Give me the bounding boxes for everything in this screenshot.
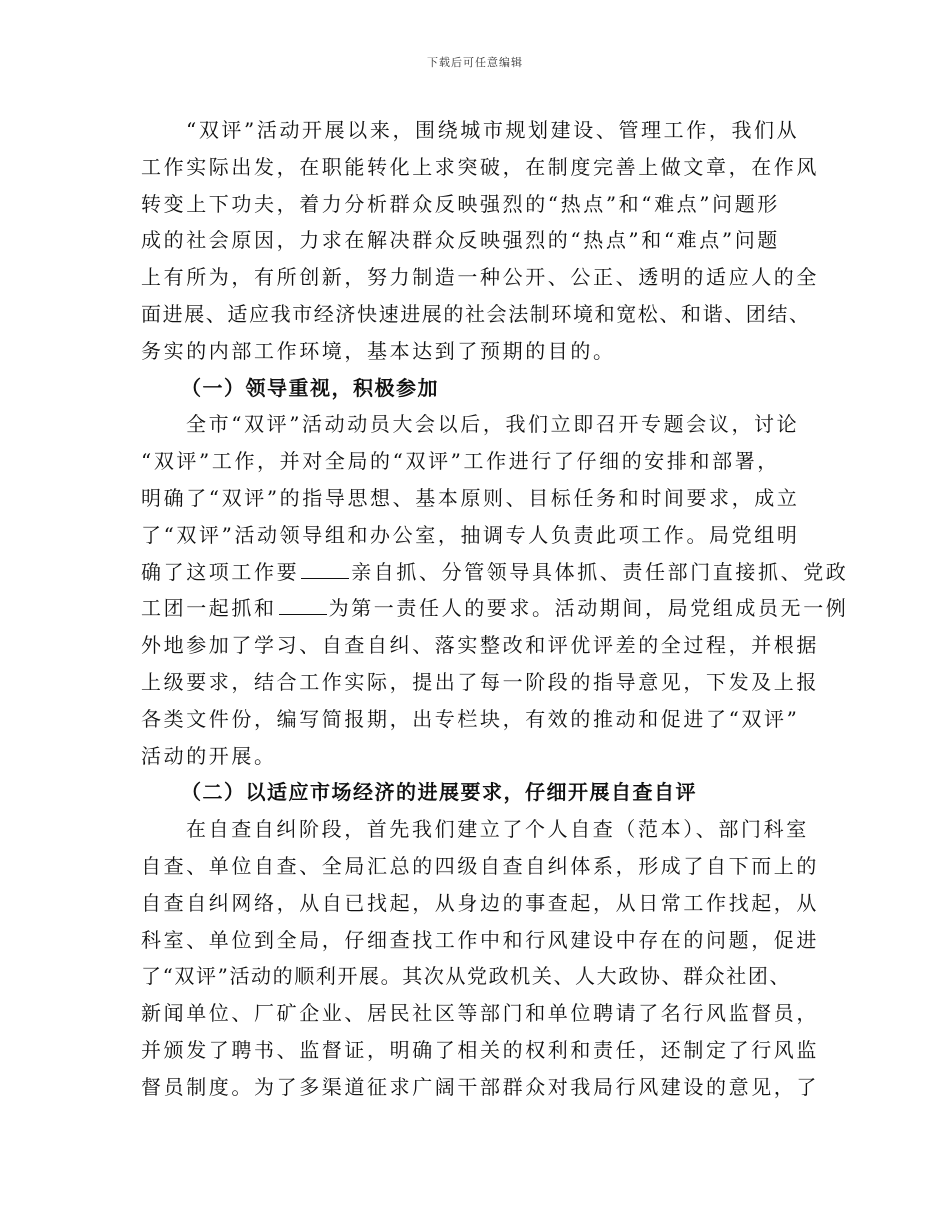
text-fragment: 工团一起抓和 [141,596,277,621]
text-line: 面进展、适应我市经济快速进展的社会法制环境和宽松、和谐、团结、 [141,301,811,326]
blank-underline [279,592,327,615]
text-line: 科室、单位到全局，仔细查找工作中和行风建设中存在的问题，促进 [141,927,819,952]
paragraph-leadership [141,406,849,774]
section-heading-1: （一）领导重视，积极参加 [181,375,439,400]
text-line: 上有所为，有所创新，努力制造一种公开、公正、透明的适应人的全 [141,265,819,290]
text-line: “双评”工作，并对全局的“双评”工作进行了仔细的安排和部署， [141,449,780,474]
text-line-with-blank [141,554,849,591]
text-fragment: 为第一责任人的要求。活动期间，局党组成员无一例 [328,596,849,621]
text-line: 务实的内部工作环境，基本达到了预期的目的。 [141,338,616,363]
text-line: 自查自纠网络，从自已找起，从身边的事查起，从日常工作找起，从 [141,890,819,915]
text-line: 全市“双评”活动动员大会以后，我们立即召开专题会议，讨论 [186,412,800,437]
text-line: 自查、单位自查、全局汇总的四级自查自纠体系，形成了自下而上的 [141,853,819,878]
text-line: 了“双评”活动的顺利开展。其次从党政机关、人大政协、群众社团、 [141,964,792,989]
page-header-watermark: 下载后可任意编辑 [427,56,523,69]
text-line: 成的社会原因，力求在解决群众反映强烈的“热点”和“难点”问题 [141,228,780,253]
document-body [141,112,849,1106]
section-heading-2: （二）以适应市场经济的进展要求，仔细开展自查自评 [181,780,697,805]
text-line: 在自查自纠阶段，首先我们建立了个人自查（范本）、部门科室 [186,817,809,842]
text-line: “双评”活动开展以来，围绕城市规划建设、管理工作，我们从 [186,118,800,142]
text-line: 上级要求，结合工作实际，提出了每一阶段的指导意见，下发及上报 [141,669,819,694]
text-line: 新闻单位、厂矿企业、居民社区等部门和单位聘请了名行风监督员， [141,1001,819,1026]
text-line: 外地参加了学习、自查自纠、落实整改和评优评差的全过程，并根据 [141,633,819,658]
blank-underline [301,556,349,579]
text-line: 各类文件份，编写简报期，出专栏块，有效的推动和促进了“双评” [141,706,800,731]
text-line: 明确了“双评”的指导思想、基本原则、目标任务和时间要求，成立 [141,485,800,510]
text-line: 督员制度。为了多渠道征求广阔干部群众对我局行风建设的意见，了 [141,1074,819,1099]
text-line: 活动的开展。 [141,743,277,768]
paragraph-self-check [141,811,831,1105]
text-line-with-blank [141,590,849,627]
text-line: 并颁发了聘书、监督证，明确了相关的权利和责任，还制定了行风监 [141,1037,819,1062]
text-fragment: 亲自抓、分管领导具体抓、责任部门直接抓、党政 [351,559,849,584]
text-line: 转变上下功夫，着力分析群众反映强烈的“热点”和“难点”问题形 [141,191,780,216]
paragraph-intro [141,112,831,370]
text-line: 了“双评”活动领导组和办公室，抽调专人负责此项工作。局党组明 [141,522,800,547]
text-fragment: 确了这项工作要 [141,559,300,584]
text-line: 工作实际出发，在职能转化上求突破，在制度完善上做文章，在作风 [141,154,819,179]
